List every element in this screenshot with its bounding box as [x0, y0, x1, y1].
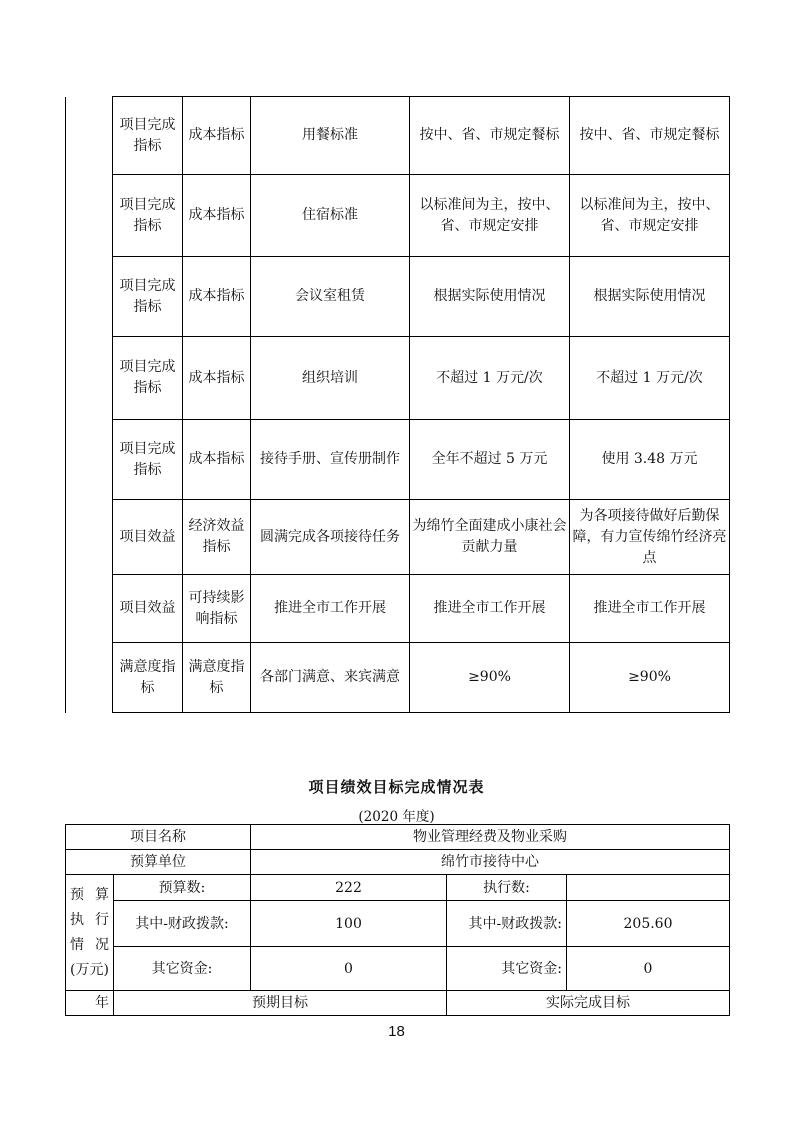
table-row	[66, 825, 730, 850]
fiscal-label-right: 其中-财政拨款:	[447, 901, 567, 947]
level1-cell: 项目完成指标	[113, 420, 183, 500]
table-row	[66, 175, 730, 257]
year-col-label: 年	[66, 991, 114, 1016]
blank-margin-cell	[66, 500, 113, 575]
level2-cell: 成本指标	[183, 97, 251, 175]
budget-unit-label: 预算单位	[66, 850, 251, 875]
fiscal-label-left: 其中-财政拨款:	[114, 901, 251, 947]
table-row	[66, 901, 730, 947]
indicator-cell: 推进全市工作开展	[251, 575, 410, 643]
actual-value-cell: 为各项接待做好后勤保障，有力宣传绵竹经济亮点	[570, 500, 730, 575]
budget-label: 预算数:	[114, 875, 251, 901]
indicator-cell: 用餐标准	[251, 97, 410, 175]
target-value-cell: 为绵竹全面建成小康社会贡献力量	[410, 500, 570, 575]
level1-cell: 项目完成指标	[113, 337, 183, 420]
target-value-cell: 推进全市工作开展	[410, 575, 570, 643]
expected-target-label: 预期目标	[114, 991, 447, 1016]
table-row	[66, 420, 730, 500]
target-value-cell: 根据实际使用情况	[410, 257, 570, 337]
indicator-cell: 圆满完成各项接待任务	[251, 500, 410, 575]
table-row	[66, 97, 730, 175]
blank-margin-cell	[66, 175, 113, 257]
fiscal-value-right: 205.60	[567, 901, 730, 947]
level1-cell: 项目完成指标	[113, 97, 183, 175]
level2-cell: 成本指标	[183, 420, 251, 500]
target-value-cell: 以标准间为主，按中、省、市规定安排	[410, 175, 570, 257]
blank-margin-cell	[66, 337, 113, 420]
level2-cell: 成本指标	[183, 337, 251, 420]
table-title: 项目绩效目标完成情况表	[308, 778, 485, 796]
table-row	[66, 643, 730, 713]
target-value-cell: 不超过 1 万元/次	[410, 337, 570, 420]
level1-cell: 项目效益	[113, 575, 183, 643]
table-year: (2020 年度)	[358, 809, 435, 825]
level2-cell: 可持续影响指标	[183, 575, 251, 643]
table-row	[66, 947, 730, 991]
level1-cell: 满意度指标	[113, 643, 183, 713]
target-value-cell: 按中、省、市规定餐标	[410, 97, 570, 175]
funds-side-label: 预算 执行 情况 (万元)	[66, 875, 114, 991]
actual-value-cell: 推进全市工作开展	[570, 575, 730, 643]
table-row	[66, 575, 730, 643]
other-label-left: 其它资金:	[114, 947, 251, 991]
blank-margin-cell	[66, 97, 113, 175]
blank-margin-cell	[66, 420, 113, 500]
level1-cell: 项目效益	[113, 500, 183, 575]
blank-margin-cell	[66, 575, 113, 643]
blank-margin-cell	[66, 257, 113, 337]
other-label-right: 其它资金:	[447, 947, 567, 991]
project-name-value: 物业管理经费及物业采购	[251, 825, 730, 850]
level1-cell: 项目完成指标	[113, 257, 183, 337]
indicator-cell: 组织培训	[251, 337, 410, 420]
executed-label: 执行数:	[447, 875, 567, 901]
indicator-cell: 会议室租赁	[251, 257, 410, 337]
executed-value	[567, 875, 730, 901]
indicator-cell: 各部门满意、来宾满意	[251, 643, 410, 713]
performance-indicator-table	[65, 96, 730, 713]
actual-value-cell: 按中、省、市规定餐标	[570, 97, 730, 175]
blank-margin-cell	[66, 643, 113, 713]
table-row	[66, 337, 730, 420]
target-value-cell: 全年不超过 5 万元	[410, 420, 570, 500]
page-number: 18	[388, 1023, 405, 1040]
indicator-cell: 住宿标准	[251, 175, 410, 257]
actual-value-cell: 根据实际使用情况	[570, 257, 730, 337]
level2-cell: 成本指标	[183, 257, 251, 337]
table-row	[66, 850, 730, 875]
budget-value: 222	[251, 875, 447, 901]
actual-value-cell: 不超过 1 万元/次	[570, 337, 730, 420]
level1-cell: 项目完成指标	[113, 175, 183, 257]
level2-cell: 成本指标	[183, 175, 251, 257]
actual-value-cell: 使用 3.48 万元	[570, 420, 730, 500]
indicator-cell: 接待手册、宣传册制作	[251, 420, 410, 500]
other-value-left: 0	[251, 947, 447, 991]
budget-unit-value: 绵竹市接待中心	[251, 850, 730, 875]
project-performance-table	[65, 824, 730, 1016]
actual-target-label: 实际完成目标	[447, 991, 730, 1016]
project-name-label: 项目名称	[66, 825, 251, 850]
table-row	[66, 991, 730, 1016]
table-row	[66, 500, 730, 575]
other-value-right: 0	[567, 947, 730, 991]
level2-cell: 经济效益指标	[183, 500, 251, 575]
level2-cell: 满意度指标	[183, 643, 251, 713]
table-row	[66, 875, 730, 901]
actual-value-cell: ≥90%	[570, 643, 730, 713]
table-row	[66, 257, 730, 337]
actual-value-cell: 以标准间为主，按中、省、市规定安排	[570, 175, 730, 257]
target-value-cell: ≥90%	[410, 643, 570, 713]
fiscal-value-left: 100	[251, 901, 447, 947]
